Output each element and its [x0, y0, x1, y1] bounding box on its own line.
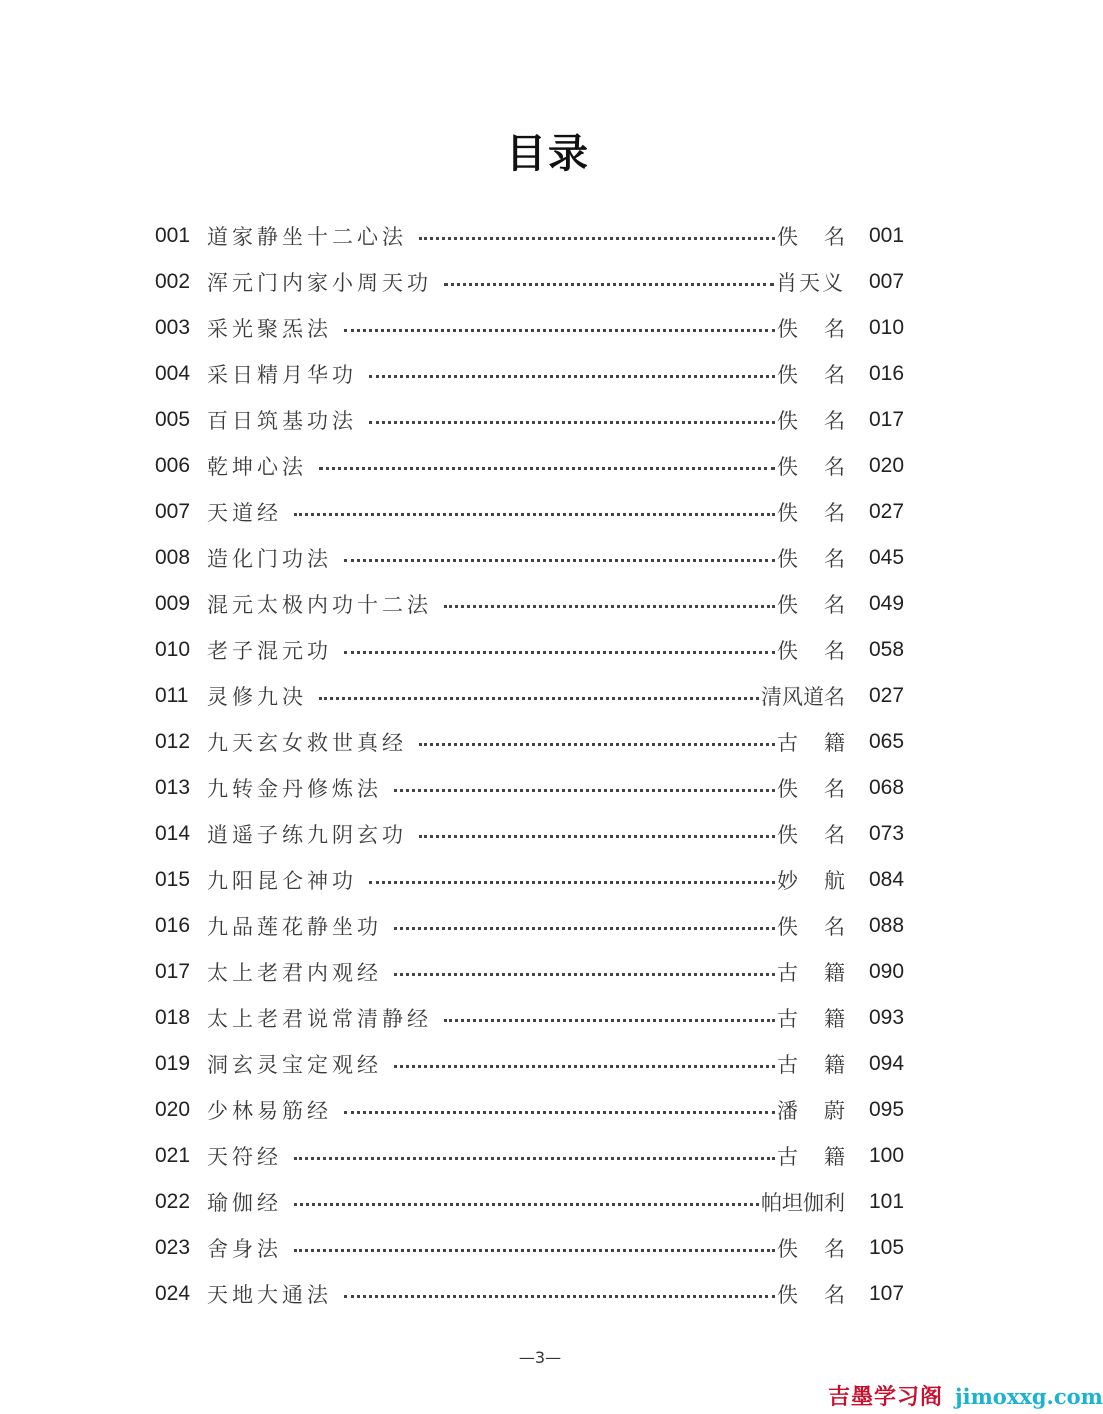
entry-number: 012 — [155, 730, 191, 753]
dot-leader — [369, 421, 775, 424]
entry-number: 002 — [155, 270, 191, 293]
entry-page: 090 — [869, 960, 905, 983]
dot-leader — [419, 835, 775, 838]
entry-title: 九阳昆仑神功 — [207, 869, 357, 893]
dot-leader — [419, 743, 775, 746]
toc-entry[interactable] — [155, 1271, 907, 1317]
entry-author: 古籍 — [777, 1053, 845, 1077]
dot-leader — [294, 513, 775, 516]
watermark-url: jimoxxg.com — [955, 1384, 1103, 1409]
toc-entry[interactable] — [155, 903, 907, 949]
entry-author: 佚名 — [777, 915, 845, 939]
dot-leader — [344, 559, 775, 562]
toc-entry[interactable] — [155, 673, 907, 719]
dot-leader — [444, 1019, 775, 1022]
entry-title: 舍身法 — [207, 1237, 282, 1261]
dot-leader — [444, 283, 774, 286]
entry-page: 058 — [869, 638, 905, 661]
entry-author: 佚名 — [777, 777, 845, 801]
entry-title: 少林易筋经 — [207, 1099, 332, 1123]
dot-leader — [394, 927, 775, 930]
entry-page: 088 — [869, 914, 905, 937]
page-title: 目录 — [506, 131, 590, 177]
toc-entry[interactable] — [155, 811, 907, 857]
entry-number: 022 — [155, 1190, 191, 1213]
entry-title: 老子混元功 — [207, 639, 332, 663]
toc-entry[interactable] — [155, 1041, 907, 1087]
entry-author: 佚名 — [777, 547, 845, 571]
toc-entry[interactable] — [155, 489, 907, 535]
entry-title: 洞玄灵宝定观经 — [207, 1053, 382, 1077]
entry-title: 天道经 — [207, 501, 282, 525]
entry-page: 101 — [869, 1190, 905, 1213]
entry-author: 肖天义 — [776, 271, 845, 295]
dot-leader — [294, 1249, 775, 1252]
entry-author: 佚名 — [777, 363, 845, 387]
toc-entry[interactable] — [155, 581, 907, 627]
dot-leader — [319, 697, 759, 700]
entry-number: 013 — [155, 776, 191, 799]
table-of-contents — [155, 213, 907, 1317]
entry-page: 027 — [869, 500, 905, 523]
toc-entry[interactable] — [155, 627, 907, 673]
watermark-logo — [828, 1380, 1103, 1411]
entry-author: 佚名 — [777, 593, 845, 617]
entry-number: 003 — [155, 316, 191, 339]
entry-title: 混元太极内功十二法 — [207, 593, 432, 617]
entry-author: 古籍 — [777, 961, 845, 985]
toc-entry[interactable] — [155, 305, 907, 351]
entry-page: 010 — [869, 316, 905, 339]
toc-entry[interactable] — [155, 259, 907, 305]
entry-page: 027 — [869, 684, 905, 707]
toc-entry[interactable] — [155, 949, 907, 995]
dot-leader — [369, 375, 775, 378]
toc-entry[interactable] — [155, 213, 907, 259]
watermark-cn: 吉墨学习阁 — [828, 1385, 944, 1410]
entry-page: 105 — [869, 1236, 905, 1259]
entry-author: 妙航 — [777, 869, 845, 893]
toc-entry[interactable] — [155, 1087, 907, 1133]
entry-author: 佚名 — [777, 1237, 845, 1261]
entry-author: 清风道名 — [761, 685, 845, 709]
dot-leader — [394, 973, 775, 976]
entry-author: 佚名 — [777, 1283, 845, 1307]
entry-author: 古籍 — [777, 1007, 845, 1031]
entry-author: 潘蔚 — [777, 1099, 845, 1123]
dot-leader — [294, 1157, 775, 1160]
entry-number: 010 — [155, 638, 191, 661]
entry-title: 太上老君内观经 — [207, 961, 382, 985]
toc-entry[interactable] — [155, 351, 907, 397]
entry-number: 006 — [155, 454, 191, 477]
entry-title: 浑元门内家小周天功 — [207, 271, 432, 295]
dot-leader — [344, 1111, 775, 1114]
entry-page: 084 — [869, 868, 905, 891]
entry-number: 015 — [155, 868, 191, 891]
entry-author: 佚名 — [777, 317, 845, 341]
dot-leader — [394, 1065, 775, 1068]
entry-page: 049 — [869, 592, 905, 615]
dot-leader — [344, 329, 775, 332]
entry-author: 佚名 — [777, 455, 845, 479]
entry-page: 068 — [869, 776, 905, 799]
entry-author: 佚名 — [777, 225, 845, 249]
entry-title: 百日筑基功法 — [207, 409, 357, 433]
toc-entry[interactable] — [155, 1133, 907, 1179]
entry-title: 九转金丹修炼法 — [207, 777, 382, 801]
dot-leader — [344, 651, 775, 654]
entry-page: 007 — [869, 270, 905, 293]
entry-page: 094 — [869, 1052, 905, 1075]
entry-number: 016 — [155, 914, 191, 937]
page-number: —3— — [518, 1348, 562, 1367]
dot-leader — [294, 1203, 759, 1206]
toc-entry[interactable] — [155, 857, 907, 903]
entry-number: 014 — [155, 822, 191, 845]
entry-number: 008 — [155, 546, 191, 569]
entry-title: 天地大通法 — [207, 1283, 332, 1307]
entry-page: 095 — [869, 1098, 905, 1121]
entry-page: 107 — [869, 1282, 905, 1305]
dot-leader — [444, 605, 775, 608]
entry-page: 045 — [869, 546, 905, 569]
entry-title: 道家静坐十二心法 — [207, 225, 407, 249]
entry-author: 帕坦伽利 — [761, 1191, 845, 1215]
toc-entry[interactable] — [155, 765, 907, 811]
toc-entry[interactable] — [155, 535, 907, 581]
entry-page: 001 — [869, 224, 905, 247]
entry-page: 016 — [869, 362, 905, 385]
entry-title: 太上老君说常清静经 — [207, 1007, 432, 1031]
dot-leader — [394, 789, 775, 792]
entry-title: 九天玄女救世真经 — [207, 731, 407, 755]
entry-title: 采日精月华功 — [207, 363, 357, 387]
entry-number: 018 — [155, 1006, 191, 1029]
entry-number: 020 — [155, 1098, 191, 1121]
entry-author: 佚名 — [777, 409, 845, 433]
entry-author: 佚名 — [777, 501, 845, 525]
entry-number: 011 — [155, 684, 189, 707]
entry-title: 造化门功法 — [207, 547, 332, 571]
entry-page: 093 — [869, 1006, 905, 1029]
dot-leader — [369, 881, 775, 884]
toc-entry[interactable] — [155, 397, 907, 443]
entry-author: 佚名 — [777, 823, 845, 847]
entry-number: 007 — [155, 500, 191, 523]
dot-leader — [419, 237, 775, 240]
entry-title: 瑜伽经 — [207, 1191, 282, 1215]
entry-page: 065 — [869, 730, 905, 753]
entry-page: 073 — [869, 822, 905, 845]
entry-title: 灵修九决 — [207, 685, 307, 709]
entry-page: 100 — [869, 1144, 905, 1167]
entry-title: 天符经 — [207, 1145, 282, 1169]
entry-number: 019 — [155, 1052, 191, 1075]
entry-number: 004 — [155, 362, 191, 385]
entry-number: 023 — [155, 1236, 191, 1259]
toc-entry[interactable] — [155, 443, 907, 489]
entry-number: 001 — [155, 224, 191, 247]
toc-entry[interactable] — [155, 1225, 907, 1271]
toc-entry[interactable] — [155, 719, 907, 765]
entry-author: 佚名 — [777, 639, 845, 663]
toc-entry[interactable] — [155, 995, 907, 1041]
entry-author: 古籍 — [777, 731, 845, 755]
entry-number: 021 — [155, 1144, 191, 1167]
entry-author: 古籍 — [777, 1145, 845, 1169]
entry-number: 009 — [155, 592, 191, 615]
dot-leader — [319, 467, 775, 470]
entry-number: 017 — [155, 960, 191, 983]
entry-page: 017 — [869, 408, 905, 431]
entry-title: 九品莲花静坐功 — [207, 915, 382, 939]
entry-title: 采光聚炁法 — [207, 317, 332, 341]
entry-page: 020 — [869, 454, 905, 477]
toc-entry[interactable] — [155, 1179, 907, 1225]
entry-number: 024 — [155, 1282, 191, 1305]
entry-number: 005 — [155, 408, 191, 431]
entry-title: 逍遥子练九阴玄功 — [207, 823, 407, 847]
entry-title: 乾坤心法 — [207, 455, 307, 479]
dot-leader — [344, 1295, 775, 1298]
